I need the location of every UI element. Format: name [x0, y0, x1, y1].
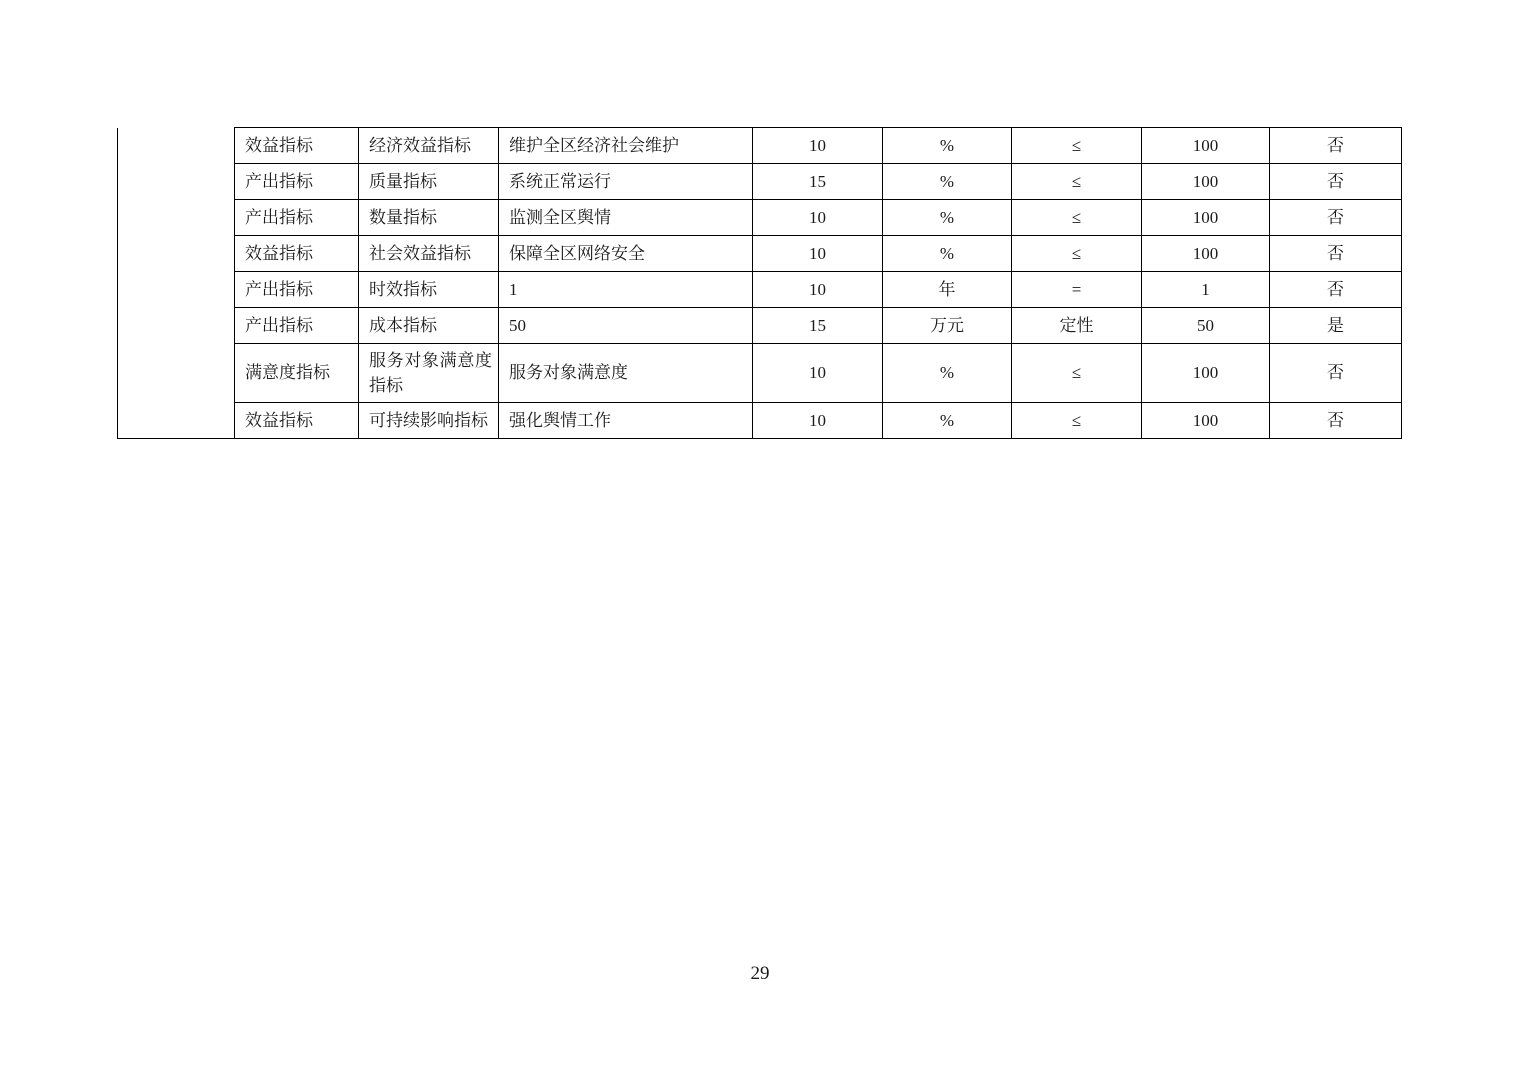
cell-weight: 15	[753, 308, 883, 344]
cell-indicator-name: 1	[499, 272, 753, 308]
cell-target-value: 100	[1142, 236, 1270, 272]
page-number: 29	[750, 963, 770, 984]
cell-target-value: 100	[1142, 200, 1270, 236]
cell-operator: ≤	[1012, 200, 1142, 236]
cell-flag: 否	[1270, 128, 1402, 164]
cell-target-value: 1	[1142, 272, 1270, 308]
cell-target-value: 100	[1142, 344, 1270, 403]
cell-unit: %	[883, 344, 1012, 403]
cell-indicator-name: 系统正常运行	[499, 164, 753, 200]
table-row	[118, 272, 1402, 308]
cell-weight: 10	[753, 200, 883, 236]
cell-level2-indicator: 数量指标	[359, 200, 499, 236]
cell-indicator-name: 维护全区经济社会维护	[499, 128, 753, 164]
cell-level1-indicator: 满意度指标	[235, 344, 359, 403]
cell-level2-indicator: 成本指标	[359, 308, 499, 344]
cell-level1-indicator: 效益指标	[235, 403, 359, 439]
cell-indicator-name: 监测全区舆情	[499, 200, 753, 236]
cell-target-value: 50	[1142, 308, 1270, 344]
cell-target-value: 100	[1142, 164, 1270, 200]
cell-level1-indicator: 产出指标	[235, 308, 359, 344]
cell-level2-indicator: 经济效益指标	[359, 128, 499, 164]
table-row	[118, 308, 1402, 344]
table-row	[118, 128, 1402, 164]
cell-unit: 年	[883, 272, 1012, 308]
cell-operator: ≤	[1012, 236, 1142, 272]
table-row	[118, 403, 1402, 439]
table-row	[118, 200, 1402, 236]
cell-indicator-name: 强化舆情工作	[499, 403, 753, 439]
cell-unit: %	[883, 403, 1012, 439]
cell-unit: %	[883, 164, 1012, 200]
cell-flag: 否	[1270, 164, 1402, 200]
cell-level1-indicator: 产出指标	[235, 200, 359, 236]
cell-weight: 10	[753, 403, 883, 439]
cell-indicator-name: 服务对象满意度	[499, 344, 753, 403]
cell-flag: 否	[1270, 200, 1402, 236]
cell-flag: 否	[1270, 236, 1402, 272]
cell-unit: %	[883, 200, 1012, 236]
indicator-table	[117, 127, 1402, 439]
cell-unit: 万元	[883, 308, 1012, 344]
cell-level2-indicator: 时效指标	[359, 272, 499, 308]
cell-flag: 是	[1270, 308, 1402, 344]
cell-operator: =	[1012, 272, 1142, 308]
table-row	[118, 164, 1402, 200]
cell-weight: 10	[753, 128, 883, 164]
cell-target-value: 100	[1142, 403, 1270, 439]
cell-weight: 10	[753, 344, 883, 403]
cell-target-value: 100	[1142, 128, 1270, 164]
cell-operator: ≤	[1012, 403, 1142, 439]
cell-weight: 10	[753, 236, 883, 272]
cell-unit: %	[883, 236, 1012, 272]
cell-level1-indicator: 产出指标	[235, 272, 359, 308]
cell-operator: ≤	[1012, 344, 1142, 403]
cell-flag: 否	[1270, 272, 1402, 308]
cell-flag: 否	[1270, 403, 1402, 439]
cell-unit: %	[883, 128, 1012, 164]
cell-flag: 否	[1270, 344, 1402, 403]
cell-level2-indicator: 质量指标	[359, 164, 499, 200]
cell-level1-indicator: 效益指标	[235, 128, 359, 164]
cell-indicator-name: 50	[499, 308, 753, 344]
cell-operator: 定性	[1012, 308, 1142, 344]
cell-level1-indicator: 效益指标	[235, 236, 359, 272]
cell-level1-indicator: 产出指标	[235, 164, 359, 200]
cell-weight: 10	[753, 272, 883, 308]
cell-level2-indicator: 可持续影响指标	[359, 403, 499, 439]
cell-indicator-name: 保障全区网络安全	[499, 236, 753, 272]
cell-level2-indicator: 社会效益指标	[359, 236, 499, 272]
cell-operator: ≤	[1012, 164, 1142, 200]
cell-level2-indicator: 服务对象满意度指标	[359, 344, 499, 403]
table-row	[118, 344, 1402, 403]
cell-operator: ≤	[1012, 128, 1142, 164]
cell-weight: 15	[753, 164, 883, 200]
continued-merged-cell	[118, 128, 235, 439]
table-row	[118, 236, 1402, 272]
